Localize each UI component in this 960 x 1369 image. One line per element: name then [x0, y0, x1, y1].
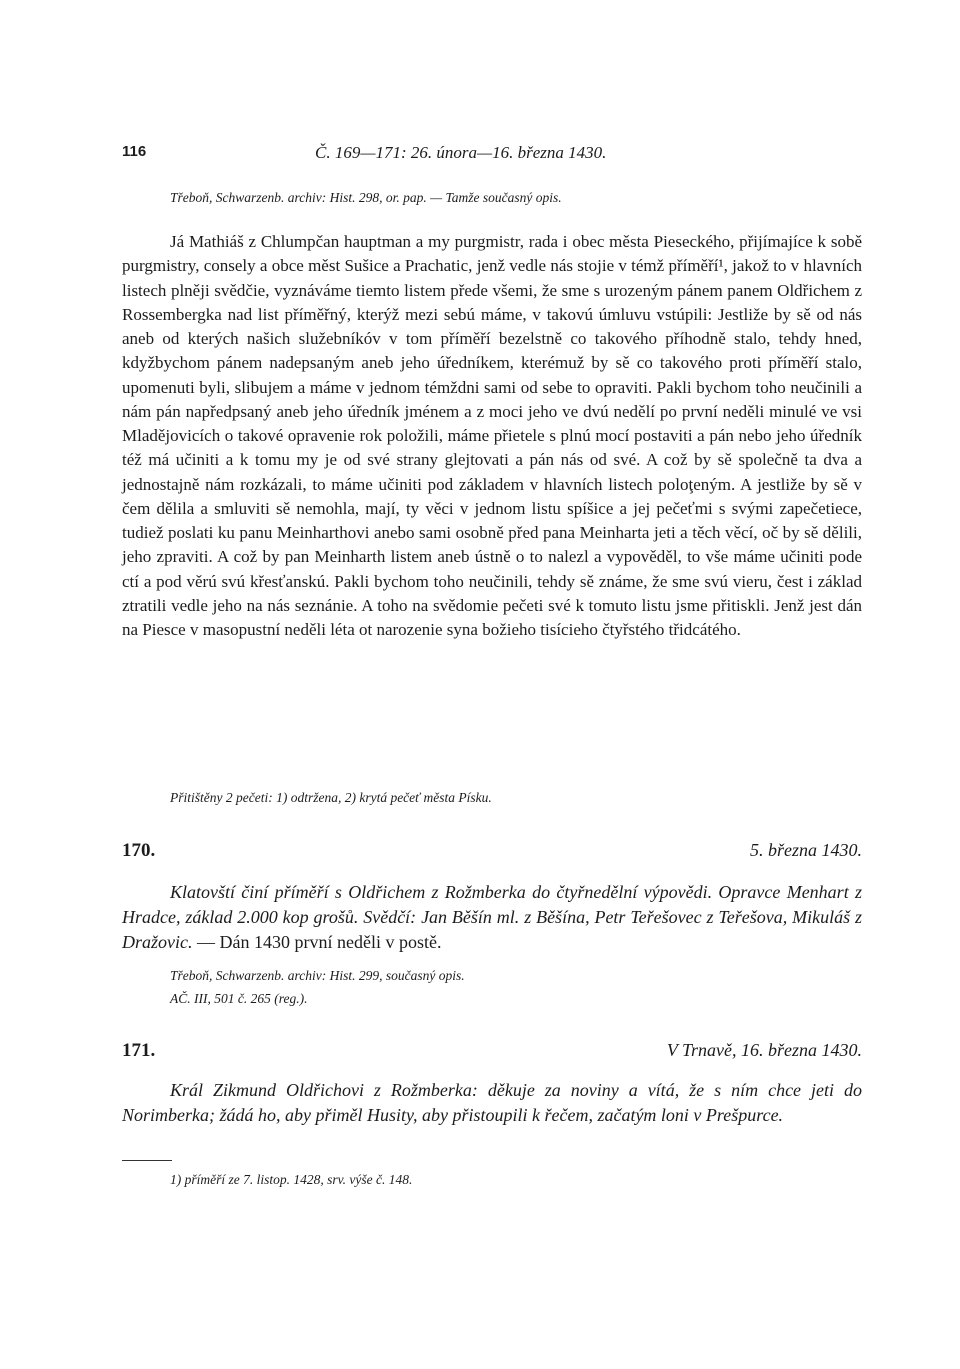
entry-date: 5. března 1430.	[750, 840, 862, 860]
source-note-170b: AČ. III, 501 č. 265 (reg.).	[170, 991, 308, 1006]
entry-heading-171	[122, 1040, 862, 1066]
summary-171	[122, 1078, 862, 1128]
entry-number: 170.	[122, 840, 156, 861]
body-paragraph: Já Mathiáš z Chlumpčan hauptman a my purgmistr, rada i obec města Pieseckého, přijímajíce k sobě purgmistry, consely a obce měst Sušice a Prachatic, jenž vedle nás stojie v témž příměří¹, jakož to v hlavních listech plněji svědčie, vyznáváme tiemto listem přede všemi, že sme s urozeným pánem panem Oldřichem z Rossembergka nad list příměřný, kterýž mezi sebú máme, v takovú úmluvu vstúpili: Jestliže by sě od nás aneb od kterých našich služebníkóv v tom příměří bezelstně co takového příhodně stalo, tehdy hned, kdyžbychom pánem nadepsaným aneb jeho úředníkem, kterémuž by sě co takového proti příměří stalo, upomenuti byli, slibujem a máme v jednom témždni sami od sebe to opraviti. Pakli bychom toho neučinili a nám pán napředpsaný aneb jeho úředník jménem a z moci jeho ve dvú nedělí po první neděli minulé ve vsi Mladějovicích o takové opravenie rok položili, máme přietele s plnú mocí postaviti a pán nebo jeho úředník též má učiniti a k tomu my je od své strany glejtovati a pán nás od své. A což by sě společně ta dva a jednostajně nám rozkázali, to máme učiniti pod základem v hlavních listech poloţeným. A jestliže by sě v čem dělila a smluviti sě nemohla, mají, ty věci v jednom listu spíšice a jej pečeťmi s svými zapečetiece, tudiež poslati ku panu Meinharthovi anebo sami osobně před pana Meinharta jeti a těch věcí, oč by sě dělili, jeho zpraviti. A což by pan Meinharth listem aneb ústně o to nalezl a vypověděl, to vše máme učiniti pode ctí a pod věrú svú křesťanskú. Pakli bychom toho neučinili, tehdy sě známe, že sme svú vieru, čest i základ ztratili vedle jeho na nás seznánie. A toho na svědomie pečeti své k tomuto listu jsme přitiskli. Jenž jest dán na Piesce v masopustní neděli léta ot narozenie syna božieho tisícieho čtyřstého třidcátého.	[122, 232, 862, 639]
footnote-rule	[122, 1160, 172, 1161]
entry-heading-170	[122, 840, 862, 866]
entry-date: V Trnavě, 16. března 1430.	[666, 1040, 862, 1060]
page-header	[122, 143, 862, 169]
entry-number: 171.	[122, 1040, 156, 1061]
summary-170	[122, 880, 862, 955]
source-note-169: Třeboň, Schwarzenb. archiv: Hist. 298, or. pap. — Tamže současný opis.	[170, 190, 562, 205]
page-number: 116	[122, 143, 147, 160]
document-text-169	[122, 230, 862, 642]
summary-text: Klatovští činí příměří s Oldřichem z Rožmberka do čtyřnedělní výpovědi. Opravce Menhart z Hradce, základ 2.000 kop grošů. Svědčí: Jan Běšín ml. z Běšína, Petr Teřešovec z Teřešova, Mikuláš z Dražovic.	[122, 882, 862, 952]
source-note-170a: Třeboň, Schwarzenb. archiv: Hist. 299, současný opis.	[170, 968, 465, 983]
footnote: 1) příměří ze 7. listop. 1428, srv. výše č. 148.	[170, 1172, 413, 1187]
running-title: Č. 169—171: 26. února—16. března 1430.	[315, 143, 607, 162]
summary-text: Král Zikmund Oldřichovi z Rožmberka: děkuje za noviny a vítá, že s ním chce jeti do Norimberka; žádá ho, aby přiměl Husity, aby přistoupili k řečem, začatým loni v Prešpurce.	[122, 1080, 862, 1125]
seal-note-169: Přitištěny 2 pečeti: 1) odtržena, 2) krytá pečeť města Písku.	[170, 790, 492, 805]
summary-dating: — Dán 1430 první neděli v postě.	[192, 932, 442, 952]
